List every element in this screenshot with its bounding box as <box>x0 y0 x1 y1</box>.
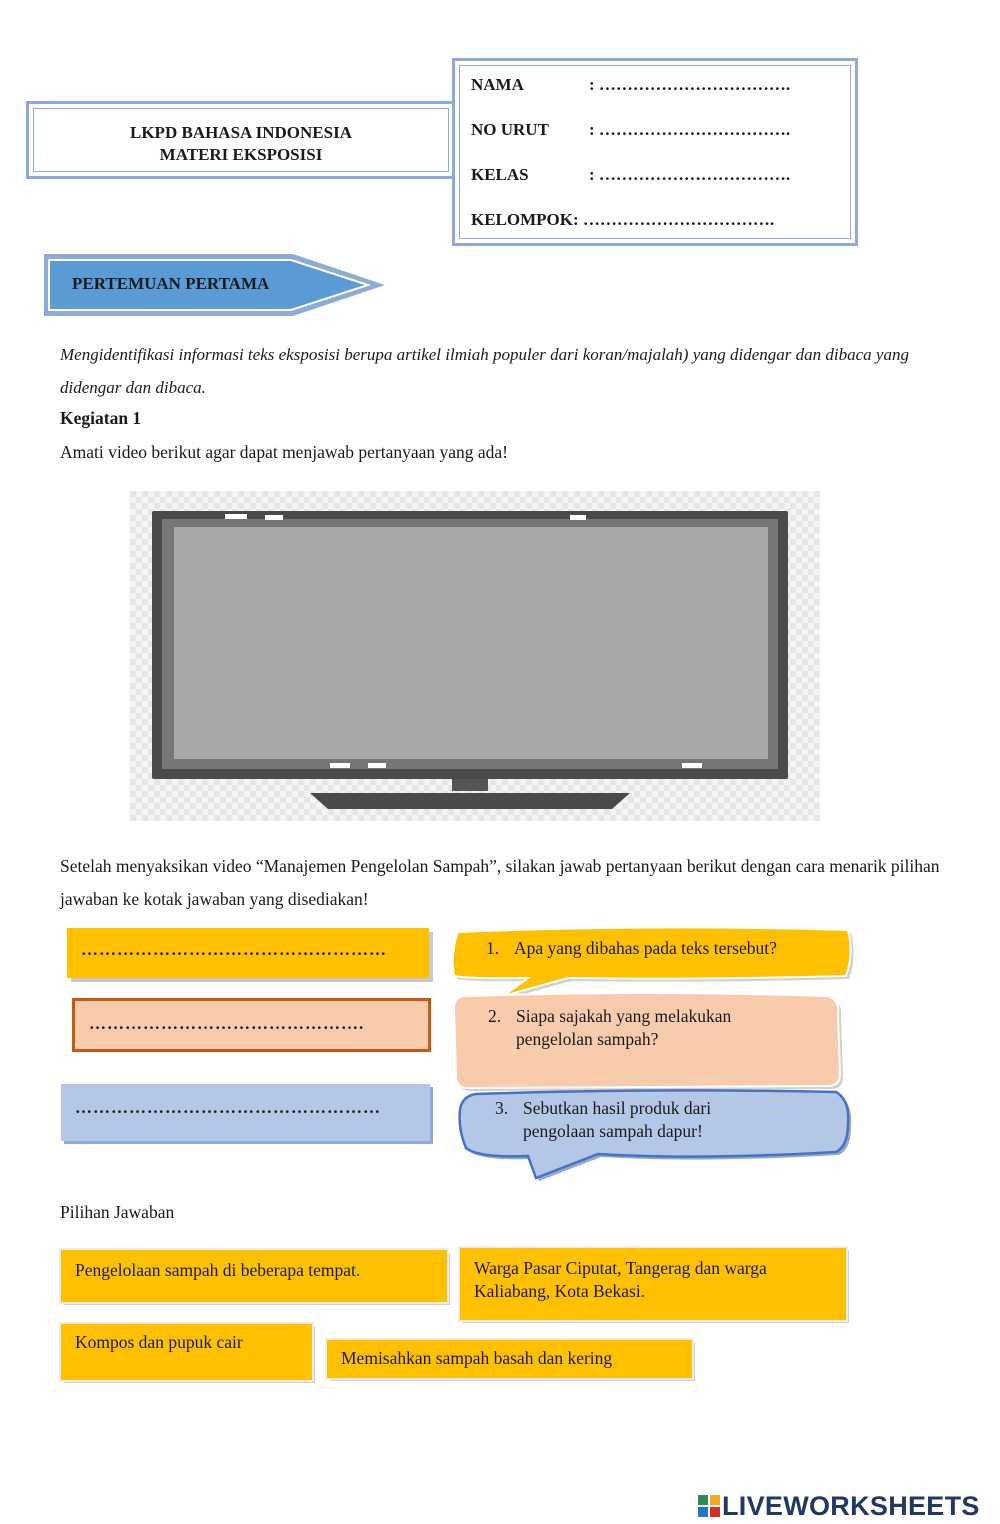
title-box <box>26 101 456 179</box>
choices-title: Pilihan Jawaban <box>60 1202 175 1222</box>
question-number: 3. <box>495 1098 509 1118</box>
identity-label: NO URUT <box>471 120 549 139</box>
answer-choice-1[interactable]: Pengelolaan sampah di beberapa tempat. <box>61 1250 447 1302</box>
video-player[interactable] <box>130 491 820 821</box>
question-number: 2. <box>488 1006 502 1026</box>
answer-dropzone-1[interactable]: …………………………………………… <box>67 928 429 978</box>
identity-row-kelas <box>471 165 790 185</box>
intro-text: Mengidentifikasi informasi teks eksposisi berupa artikel ilmiah populer dari koran/majalah) yang didengar dan dibaca yang didengar dan dibaca. <box>60 345 909 397</box>
answer-dropzone-2[interactable]: ………………………………………. <box>72 998 431 1052</box>
question-2 <box>488 1005 731 1051</box>
identity-value[interactable]: : ……………………………. <box>589 75 791 94</box>
instruction-text: Amati video berikut agar dapat menjawab pertanyaan yang ada! <box>60 442 509 462</box>
title-line-1: LKPD BAHASA INDONESIA <box>130 123 352 142</box>
liveworksheets-logo-icon <box>698 1495 720 1517</box>
identity-value[interactable]: ……………………………. <box>582 210 775 229</box>
answer-dropzone-3[interactable]: …………………………………………… <box>61 1084 430 1141</box>
answer-choice-3[interactable]: Kompos dan pupuk cair <box>61 1324 312 1380</box>
question-1 <box>486 937 777 960</box>
identity-box <box>452 58 858 246</box>
question-text: Sebutkan hasil produk dari <box>523 1098 712 1118</box>
meeting-label: PERTEMUAN PERTAMA <box>72 274 270 293</box>
identity-row-nama <box>471 75 790 95</box>
identity-row-kelompok <box>471 210 774 230</box>
identity-row-no-urut <box>471 120 790 140</box>
identity-label: KELOMPOK: <box>471 210 579 229</box>
question-bubbles <box>448 924 858 1194</box>
activity-title: Kegiatan 1 <box>60 408 142 428</box>
question-text-line2: pengolaan sampah dapur! <box>523 1121 703 1141</box>
question-text: Siapa sajakah yang melakukan <box>516 1006 732 1026</box>
question-text-line2: pengelolan sampah? <box>516 1029 659 1049</box>
identity-label: KELAS <box>471 165 529 184</box>
after-video-instruction: Setelah menyaksikan video “Manajemen Pengelolan Sampah”, silakan jawab pertanyaan berikut dengan cara menarik pilihan jawaban ke kotak jawaban yang disediakan! <box>60 856 940 909</box>
question-number: 1. <box>486 938 500 958</box>
identity-value[interactable]: : ……………………………. <box>589 165 791 184</box>
question-3 <box>495 1097 711 1143</box>
answer-choice-4[interactable]: Memisahkan sampah basah dan kering <box>327 1340 692 1378</box>
identity-value[interactable]: : ……………………………. <box>589 120 791 139</box>
identity-label: NAMA <box>471 75 524 94</box>
question-text: Apa yang dibahas pada teks tersebut? <box>514 938 777 958</box>
liveworksheets-logo[interactable] <box>698 1489 980 1523</box>
title-line-2: MATERI EKSPOSISI <box>159 145 323 164</box>
brand-name: LIVEWORKSHEETS <box>722 1490 980 1521</box>
answer-choice-2[interactable]: Warga Pasar Ciputat, Tangerag dan warga Kaliabang, Kota Bekasi. <box>460 1248 846 1320</box>
